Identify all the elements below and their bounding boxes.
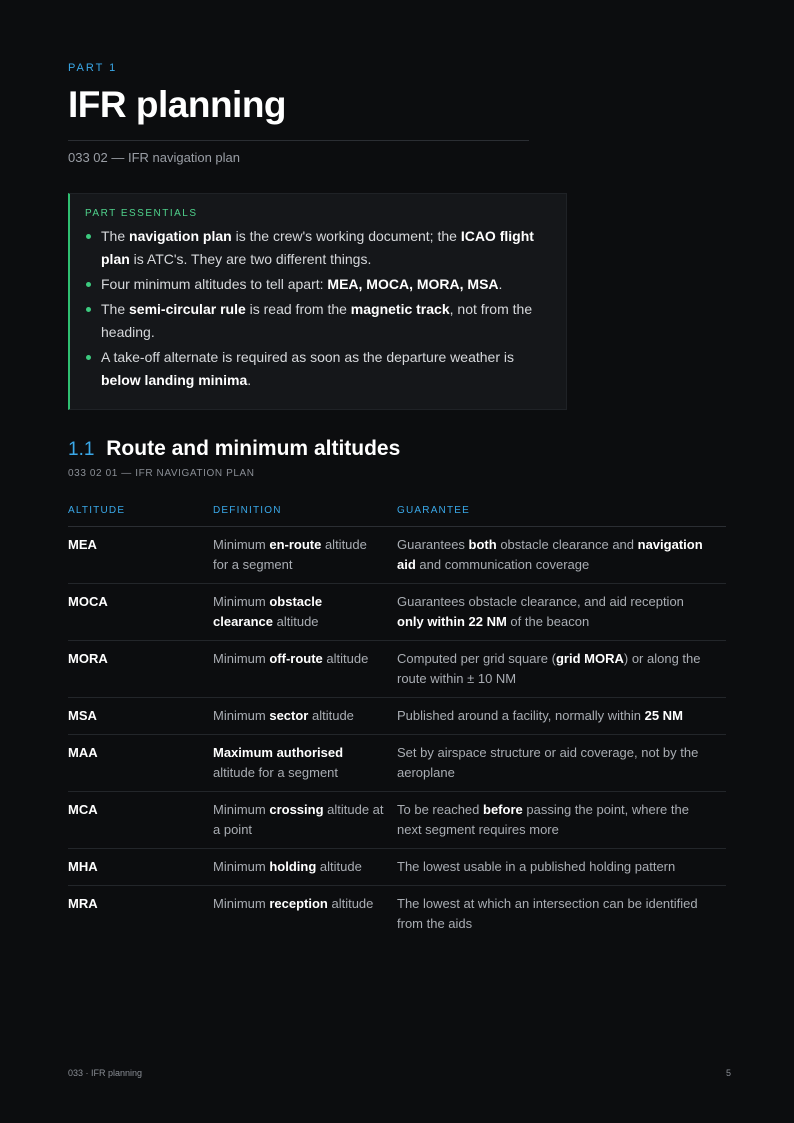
text-segment: altitude for a segment <box>213 537 367 572</box>
column-header-altitude: ALTITUDE <box>68 500 213 527</box>
table-row <box>68 527 726 584</box>
emphasis-text: grid MORA <box>555 651 624 666</box>
text-segment: altitude at a point <box>213 802 384 837</box>
text-segment: altitude <box>308 708 354 723</box>
guarantee-cell <box>397 886 726 943</box>
emphasis-text: Maximum authorised <box>213 745 344 760</box>
emphasis-text: 25 NM <box>644 708 683 723</box>
essentials-item <box>85 273 550 296</box>
emphasis-text: magnetic track <box>350 301 450 317</box>
page-subtitle: 033 02 — IFR navigation plan <box>68 150 240 165</box>
guarantee-cell <box>397 792 726 849</box>
emphasis-text: navigation plan <box>129 228 232 244</box>
altitude-cell: MCA <box>68 792 213 849</box>
text-segment: ) or along the route within ± 10 NM <box>397 651 701 686</box>
table-row <box>68 641 726 698</box>
text-segment: The <box>101 228 130 244</box>
altitudes-table <box>68 500 726 942</box>
text-segment: altitude <box>322 651 369 666</box>
text-segment: The lowest usable in a published holding pattern <box>397 859 676 874</box>
text-segment: altitude <box>273 614 319 629</box>
emphasis-text: sector <box>269 708 309 723</box>
page-title: IFR planning <box>68 84 287 125</box>
bullet-icon <box>86 355 91 360</box>
text-segment: Guarantees obstacle clearance, and aid reception <box>397 594 684 609</box>
footer-label: 033 · IFR planning <box>68 1068 143 1078</box>
text-segment: altitude for a segment <box>213 765 339 780</box>
table-row <box>68 792 726 849</box>
definition-cell <box>213 886 397 943</box>
emphasis-text: en-route <box>269 537 322 552</box>
text-segment: Minimum <box>213 651 270 666</box>
definition-cell <box>213 735 397 792</box>
emphasis-text: holding <box>269 859 317 874</box>
essentials-item <box>85 298 550 344</box>
altitude-cell: MOCA <box>68 584 213 641</box>
section-title: Route and minimum altitudes <box>106 437 401 460</box>
table-row <box>68 584 726 641</box>
essentials-list <box>85 225 550 392</box>
definition-cell <box>213 584 397 641</box>
section-subtitle: 033 02 01 — IFR NAVIGATION PLAN <box>68 468 255 479</box>
title-divider <box>68 140 529 141</box>
text-segment: Guarantees <box>397 537 469 552</box>
text-segment: obstacle clearance and <box>496 537 638 552</box>
definition-cell <box>213 527 397 584</box>
text-segment: , not from the heading. <box>101 301 533 340</box>
table-row <box>68 698 726 735</box>
guarantee-cell <box>397 584 726 641</box>
altitude-cell: MORA <box>68 641 213 698</box>
table-row <box>68 886 726 943</box>
emphasis-text: navigation aid <box>397 537 703 572</box>
bullet-icon <box>86 234 91 239</box>
text-segment: Minimum <box>213 802 270 817</box>
text-segment: Minimum <box>213 537 270 552</box>
emphasis-text: reception <box>269 896 328 911</box>
section-number: 1.1 <box>68 439 95 460</box>
text-segment: The lowest at which an intersection can be identified from the aids <box>397 896 698 931</box>
text-segment: Minimum <box>213 896 270 911</box>
bullet-icon <box>86 282 91 287</box>
column-header-definition: DEFINITION <box>213 500 397 527</box>
text-segment: Computed per grid square ( <box>397 651 556 666</box>
table-row <box>68 849 726 886</box>
text-segment: is ATC's. They are two different things. <box>129 251 372 267</box>
section-heading <box>68 437 400 461</box>
emphasis-text: MEA, MOCA, MORA, MSA <box>327 276 499 292</box>
essentials-item <box>85 225 550 271</box>
part-essentials-box <box>68 193 567 410</box>
text-segment: Minimum <box>213 594 270 609</box>
guarantee-cell <box>397 735 726 792</box>
text-segment: To be reached <box>397 802 484 817</box>
definition-cell <box>213 792 397 849</box>
guarantee-cell <box>397 698 726 735</box>
emphasis-text: obstacle clearance <box>213 594 323 629</box>
guarantee-cell <box>397 849 726 886</box>
text-segment: of the beacon <box>506 614 590 629</box>
emphasis-text: crossing <box>269 802 324 817</box>
text-segment: Minimum <box>213 708 270 723</box>
definition-cell <box>213 641 397 698</box>
text-segment: is read from the <box>245 301 351 317</box>
emphasis-text: ICAO flight plan <box>101 228 534 267</box>
bullet-icon <box>86 307 91 312</box>
text-segment: A take-off alternate is required as soon as the departure weather is <box>101 349 514 365</box>
text-segment: altitude <box>327 896 374 911</box>
altitude-cell: MAA <box>68 735 213 792</box>
text-segment: . <box>498 276 503 292</box>
emphasis-text: semi-circular rule <box>129 301 246 317</box>
text-segment: . <box>247 372 252 388</box>
text-segment: Minimum <box>213 859 270 874</box>
emphasis-text: below landing minima <box>101 372 248 388</box>
emphasis-text: before <box>483 802 523 817</box>
definition-cell <box>213 698 397 735</box>
altitude-cell: MSA <box>68 698 213 735</box>
text-segment: Published around a facility, normally within <box>397 708 645 723</box>
table-header-row <box>68 500 726 527</box>
page-number: 5 <box>725 1068 731 1078</box>
text-segment: is the crew's working document; the <box>231 228 461 244</box>
altitude-cell: MHA <box>68 849 213 886</box>
part-label: PART 1 <box>68 62 118 74</box>
definition-cell <box>213 849 397 886</box>
text-segment: passing the point, where the next segment requires more <box>397 802 689 837</box>
text-segment: The <box>101 301 130 317</box>
column-header-guarantee: GUARANTEE <box>397 500 726 527</box>
table-body <box>68 527 726 943</box>
text-segment: altitude <box>316 859 362 874</box>
essentials-item <box>85 346 550 392</box>
altitude-cell: MRA <box>68 896 98 911</box>
text-segment: and communication coverage <box>415 557 590 572</box>
emphasis-text: both <box>468 537 497 552</box>
guarantee-cell <box>397 641 726 698</box>
table-row <box>68 735 726 792</box>
text-segment: Set by airspace structure or aid coverage, not by the aeroplane <box>397 745 699 780</box>
text-segment: Four minimum altitudes to tell apart: <box>101 276 328 292</box>
essentials-label: PART ESSENTIALS <box>85 208 198 219</box>
guarantee-cell <box>397 527 726 584</box>
emphasis-text: only within 22 NM <box>397 614 507 629</box>
emphasis-text: off-route <box>269 651 323 666</box>
altitude-cell: MEA <box>68 527 213 584</box>
